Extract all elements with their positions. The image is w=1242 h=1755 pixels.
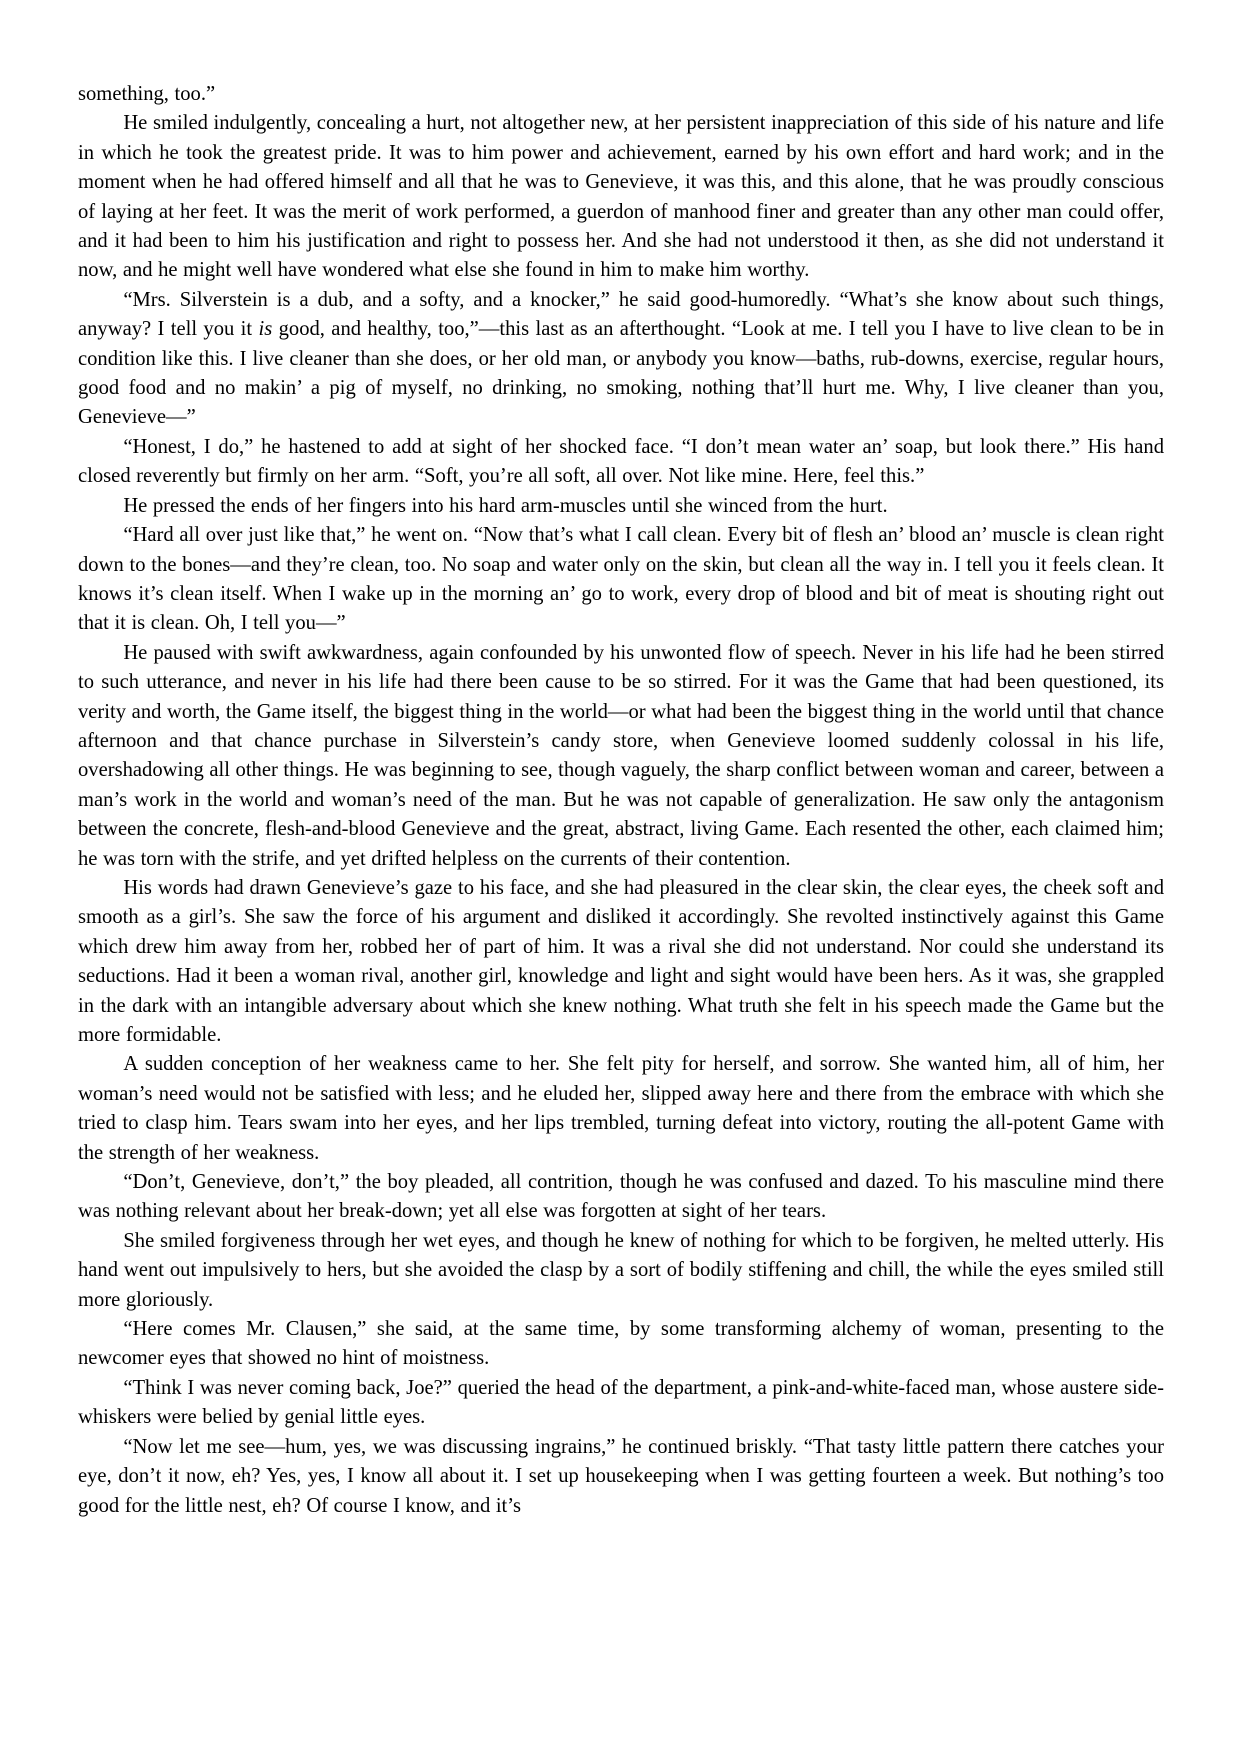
paragraph: “Here comes Mr. Clausen,” she said, at the same time, by some transforming alchemy of woman, presenting to the newcomer eyes that showed no hint of moistness. bbox=[78, 1318, 1164, 1370]
paragraph: He smiled indulgently, concealing a hurt, not altogether new, at her persistent inappreciation of this side of his nature and life in which he took the greatest pride. It was to him power and achievement, earned by his own effort and hard work; and in the moment when he had offered himself and all that he was to Genevieve, it was this, and this alone, that he was proudly conscious of laying at her feet. It was the merit of work performed, a guerdon of manhood finer and greater than any other man could offer, and it had been to him his justification and right to possess her. And she had not understood it then, as she did not understand it now, and he might well have wondered what else she found in him to make him worthy. bbox=[78, 112, 1164, 282]
paragraph: He paused with swift awkwardness, again confounded by his unwonted flow of speech. Never in his life had he been stirred to such utterance, and never in his life had there been cause to be so stirred. For it was the Game that had been questioned, its verity and worth, the Game itself, the biggest thing in the world—or what had been the biggest thing in the world until that chance afternoon and that chance purchase in Silverstein’s candy store, when Genevieve loomed suddenly colossal in his life, overshadowing all other things. He was beginning to see, though vaguely, the sharp conflict between woman and career, between a man’s work in the world and woman’s need of the man. But he was not capable of generalization. He saw only the antagonism between the concrete, flesh-and-blood Genevieve and the great, abstract, living Game. Each resented the other, each claimed him; he was torn with the strife, and yet drifted helpless on the currents of their contention. bbox=[78, 641, 1164, 870]
page-body-text bbox=[78, 80, 1164, 1521]
paragraph: “Hard all over just like that,” he went on. “Now that’s what I call clean. Every bit of flesh an’ blood an’ muscle is clean right down to the bones—and they’re clean, too. No soap and water only on the skin, but clean all the way in. I tell you it feels clean. It knows it’s clean itself. When I wake up in the morning an’ go to work, every drop of blood and bit of meat is shouting right out that it is clean. Oh, I tell you—” bbox=[78, 524, 1164, 635]
paragraph: His words had drawn Genevieve’s gaze to his face, and she had pleasured in the clear skin, the clear eyes, the cheek soft and smooth as a girl’s. She saw the force of his argument and disliked it accordingly. She revolted instinctively against this Game which drew him away from her, robbed her of part of him. It was a rival she did not understand. Nor could she understand its seductions. Had it been a woman rival, another girl, knowledge and light and sight would have been hers. As it was, she grappled in the dark with an intangible adversary about which she knew nothing. What truth she felt in his speech made the Game but the more formidable. bbox=[78, 876, 1164, 1046]
paragraph: A sudden conception of her weakness came to her. She felt pity for herself, and sorrow. She wanted him, all of him, her woman’s need would not be satisfied with less; and he eluded her, slipped away here and there from the embrace with which she tried to clasp him. Tears swam into her eyes, and her lips trembled, turning defeat into victory, routing the all-potent Game with the strength of her weakness. bbox=[78, 1053, 1164, 1164]
paragraph: “Think I was never coming back, Joe?” queried the head of the department, a pink-and-white-faced man, whose austere side-whiskers were belied by genial little eyes. bbox=[78, 1376, 1164, 1429]
paragraph-text-part: “Mrs. Silverstein is a dub, and a softy, and a knocker,” he said good-humoredly. “What’s she know about such things, anyway? I tell you it bbox=[78, 288, 1164, 341]
paragraph: “Don’t, Genevieve, don’t,” the boy pleaded, all contrition, though he was confused and dazed. To his masculine mind there was nothing relevant about her break-down; yet all else was forgotten at sight of her tears. bbox=[78, 1171, 1164, 1223]
paragraph: He pressed the ends of her fingers into his hard arm-muscles until she winced from the hurt. bbox=[123, 494, 888, 517]
paragraph-with-emphasis bbox=[78, 286, 1164, 433]
emphasized-word: is bbox=[258, 318, 273, 341]
paragraph: She smiled forgiveness through her wet eyes, and though he knew of nothing for which to be forgiven, he melted utterly. His hand went out impulsively to hers, but she avoided the clasp by a sort of bodily stiffening and chill, the while the eyes smiled still more gloriously. bbox=[78, 1229, 1164, 1311]
paragraph: “Honest, I do,” he hastened to add at sight of her shocked face. “I don’t mean water an’ soap, but look there.” His hand closed reverently but firmly on her arm. “Soft, you’re all soft, all over. Not like mine. Here, feel this.” bbox=[78, 435, 1164, 488]
paragraph-text-part: good, and healthy, too,”—this last as an afterthought. “Look at me. I tell you I have to live clean to be in condition like this. I live cleaner than she does, or her old man, or anybody you know—baths, rub-downs, exercise, regular hours, good food and no makin’ a pig of myself, no drinking, no smoking, nothing that’ll hurt me. Why, I live cleaner than you, Genevieve—” bbox=[78, 318, 1164, 429]
paragraph: something, too.” bbox=[78, 83, 216, 105]
paragraph: “Now let me see—hum, yes, we was discussing ingrains,” he continued briskly. “That tasty little pattern there catches your eye, don’t it now, eh? Yes, yes, I know all about it. I set up housekeeping when I was getting fourteen a week. But nothing’s too good for the little nest, eh? Of course I know, and it’s bbox=[78, 1435, 1164, 1517]
